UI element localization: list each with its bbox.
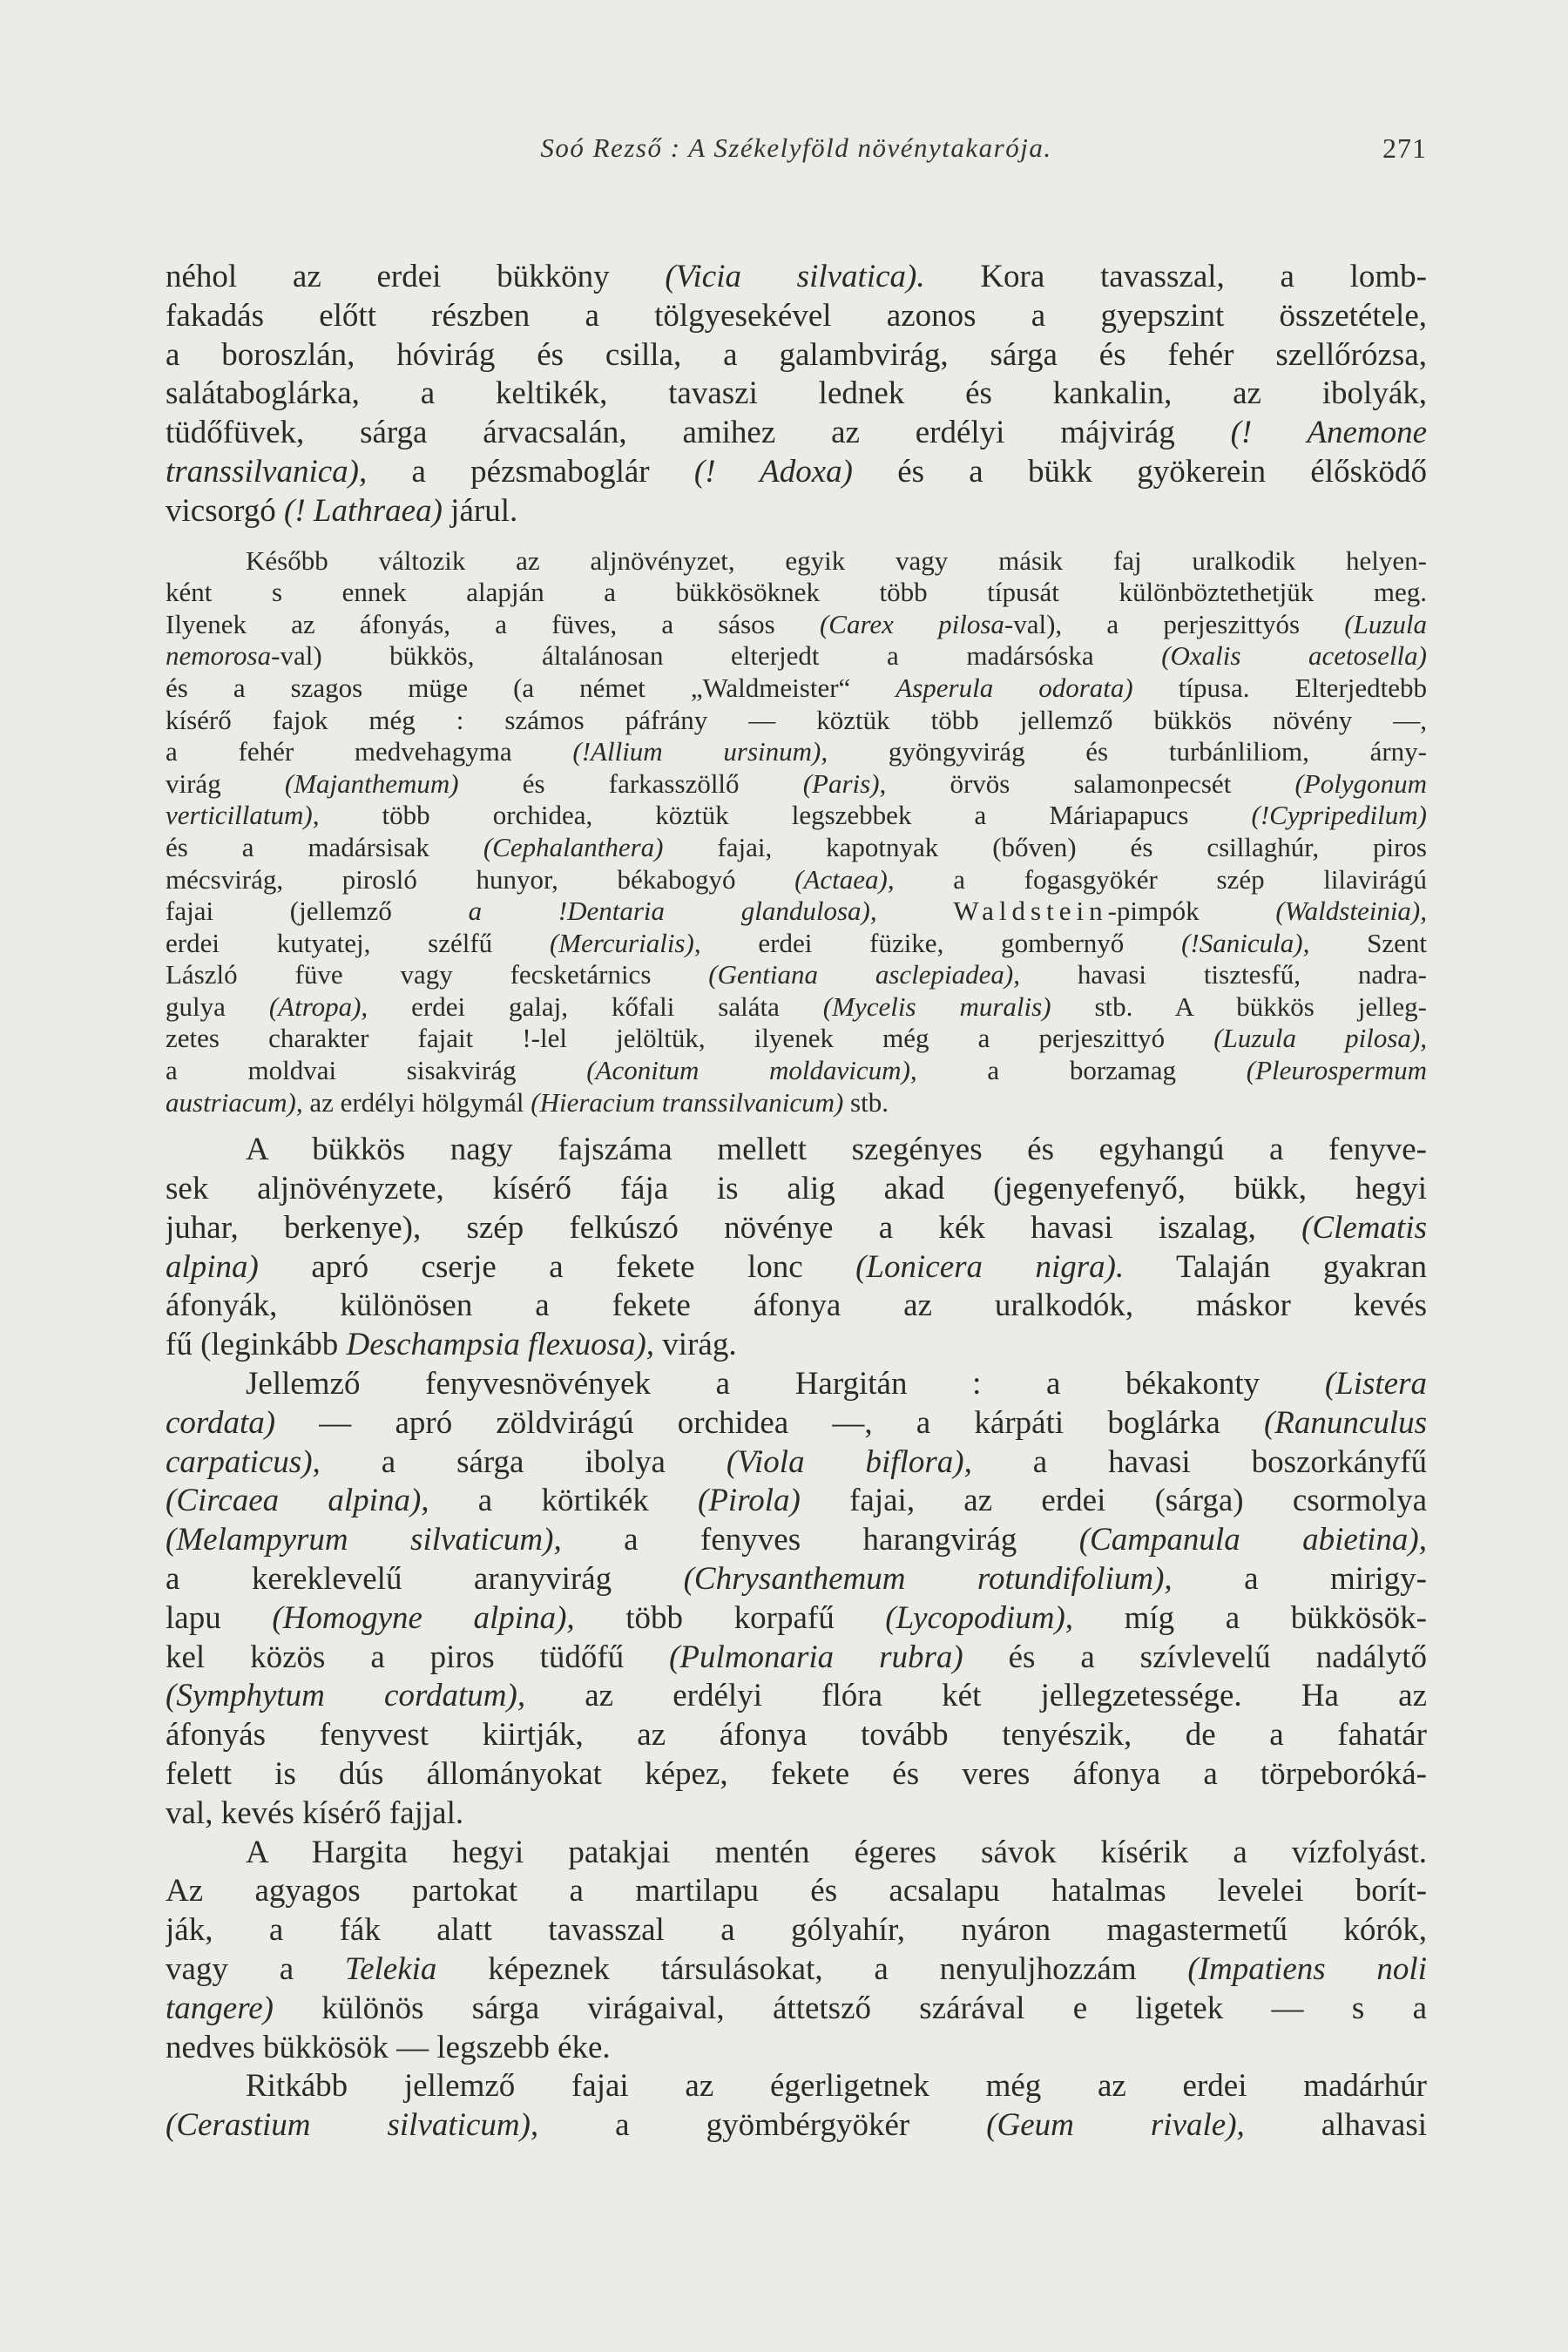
text-run: felett is dús állományokat képez, fekete és veres áfonya a törpeboróká-: [166, 1756, 1427, 1793]
text-run: (Ranunculus: [1263, 1404, 1427, 1441]
text-run: [877, 896, 954, 926]
text-run: az erdélyi hölgymál: [302, 1086, 531, 1118]
text-run: a kereklevelű aranyvirág: [166, 1561, 684, 1598]
text-run: vagy a: [166, 1951, 345, 1987]
text-run: (Polygonum: [1294, 767, 1427, 799]
text-run: (Mycelis muralis): [822, 990, 1051, 1022]
text-run: és a bükk gyökerein élősködő: [852, 453, 1427, 490]
text-line: [166, 1794, 1427, 1834]
text-run: val, kevés kísérő fajjal.: [166, 1794, 464, 1831]
text-run: vicsorgó: [166, 492, 285, 529]
text-line: [166, 1087, 1427, 1119]
text-run: (Mercurialis),: [549, 927, 701, 958]
text-run: sek aljnövényzete, kísérő fája is alig akad (jegenyefenyő, bükk, hegyi: [166, 1171, 1427, 1207]
text-run: -val), a perjeszittyós: [1004, 608, 1345, 639]
text-run: örvös salamonpecsét: [886, 767, 1295, 799]
text-line: [166, 1287, 1427, 1326]
text-run: (Luzula pilosa),: [1213, 1023, 1427, 1054]
text-run: több korpafű: [574, 1599, 886, 1636]
text-run: (Cephalanthera): [483, 831, 664, 862]
text-run: (Lonicera nigra).: [855, 1248, 1125, 1285]
text-run: lapu: [166, 1599, 273, 1636]
text-run: a havasi boszorkányfű: [971, 1443, 1427, 1480]
text-line: [166, 1599, 1427, 1639]
text-run: transsilvanica),: [166, 453, 368, 490]
text-run: Jellemző fenyvesnövények a Hargitán : a békakonty: [246, 1366, 1325, 1402]
text-run: a gyömbérgyökér: [538, 2107, 987, 2144]
paragraph-p5: [166, 1834, 1427, 2068]
text-line: [166, 1248, 1427, 1288]
text-run: erdei galaj, kőfali saláta: [368, 990, 823, 1022]
text-line: [166, 896, 1427, 928]
text-line: [166, 1170, 1427, 1209]
text-line: [166, 414, 1427, 453]
text-run: Asperula odorata): [896, 672, 1133, 703]
text-line: [166, 864, 1427, 896]
text-run: Ritkább jellemző fajai az égerligetnek még az erdei madárhúr: [246, 2068, 1427, 2105]
text-run: alhavasi: [1244, 2107, 1427, 2144]
text-run: (Lycopodium),: [885, 1599, 1074, 1636]
text-run: tangere): [166, 1990, 274, 2026]
text-run: gulya: [166, 990, 269, 1022]
text-run: (Gentiana asclepiadea),: [708, 959, 1020, 990]
text-run: virág: [166, 767, 285, 799]
text-line: [166, 1755, 1427, 1794]
text-line: [166, 492, 1427, 531]
text-run: (Hieracium transsilvanicum): [531, 1086, 844, 1118]
text-run: (Atropa),: [268, 990, 368, 1022]
text-line: [166, 1639, 1427, 1678]
text-run: néhol az erdei bükköny: [166, 259, 666, 294]
text-run: a sárga ibolya: [320, 1443, 727, 1480]
text-run: havasi tisztesfű, nadra-: [1019, 959, 1427, 990]
text-run: Ilyenek az áfonyás, a füves, a sásos: [166, 608, 820, 639]
text-run: carpaticus),: [166, 1443, 321, 1480]
text-run: több orchidea, köztük legszebbek a Máriapapucs: [319, 800, 1252, 831]
text-run: (Clematis: [1301, 1209, 1427, 1246]
text-run: és a szagos müge (a német „Waldmeister“: [166, 672, 896, 703]
text-run: — apró zöldvirágú orchidea —, a kárpáti boglárka: [275, 1404, 1264, 1441]
text-run: Kora tavasszal, a lomb-: [924, 259, 1427, 294]
text-run: austriacum),: [166, 1086, 303, 1118]
text-line: [166, 800, 1427, 832]
text-run: (Waldsteinia),: [1275, 896, 1427, 927]
text-run: fajai, kapotnyak (bőven) és csillaghúr, piros: [663, 831, 1427, 862]
text-run: (Actaea),: [794, 863, 895, 895]
text-run: különös sárga virágaival, áttetsző szárával e ligetek — s a: [273, 1990, 1427, 2026]
text-line: [166, 1443, 1427, 1483]
text-run: erdei kutyatej, szélfű: [166, 927, 550, 958]
text-run: és farkasszöllő: [458, 767, 803, 799]
text-run: Telekia: [344, 1951, 437, 1987]
text-run: (Pirola): [698, 1483, 801, 1519]
text-line: [166, 258, 1427, 297]
text-run: a fenyves harangvirág: [561, 1522, 1079, 1558]
text-line: [166, 297, 1427, 336]
page-header: [166, 132, 1427, 176]
text-run: (Pulmonaria rubra): [669, 1639, 963, 1675]
text-run: az erdélyi flóra két jellegzetessége. Ha az: [525, 1678, 1427, 1714]
text-line: [166, 1911, 1427, 1950]
text-run: (Geum rivale),: [986, 2107, 1245, 2144]
text-run: (!Sanicula),: [1181, 927, 1310, 958]
text-run: Később változik az aljnövényzet, egyik vagy másik faj uralkodik helyen-: [246, 544, 1427, 576]
text-run: nemorosa: [166, 640, 272, 672]
text-line: [166, 375, 1427, 414]
text-run: ként s ennek alapján a bükkösöknek több típusát különböztethetjük meg.: [166, 577, 1427, 608]
text-run: (Luzula: [1344, 608, 1427, 639]
text-run: a moldvai sisakvirág: [166, 1055, 587, 1086]
text-run: tüdőfüvek, sárga árvacsalán, amihez az erdélyi májvirág: [166, 415, 1231, 451]
text-run: -pimpók: [1107, 896, 1276, 927]
text-line: [166, 2029, 1427, 2068]
text-run: (Cerastium silvaticum),: [166, 2107, 539, 2144]
text-run: áfonyák, különösen a fekete áfonya az uralkodók, máskor kevés: [166, 1288, 1427, 1324]
text-run: fajai (jellemző: [166, 896, 469, 927]
text-run: (Viola biflora),: [726, 1443, 972, 1480]
text-run: (Oxalis acetosella): [1161, 640, 1427, 672]
text-run: (!Cypripedilum): [1251, 800, 1427, 831]
text-run: (Paris),: [802, 767, 887, 799]
text-run: kísérő fajok még : számos páfrány — köztük több jellemző bükkös növény —,: [166, 704, 1427, 735]
text-line: [166, 1404, 1427, 1443]
text-run: mécsvirág, pirosló hunyor, békabogyó: [166, 863, 795, 895]
text-run: Waldstein: [953, 896, 1108, 927]
text-run: (! Adoxa): [693, 453, 853, 490]
text-run: (!Allium ursinum),: [572, 736, 828, 767]
text-run: (Listera: [1324, 1366, 1427, 1402]
text-line: [166, 453, 1427, 492]
text-run: alpina): [166, 1248, 259, 1285]
text-run: a borzamag: [916, 1055, 1247, 1086]
text-run: áfonyás fenyvest kiirtják, az áfonya tovább tenyészik, de a fahatár: [166, 1717, 1427, 1754]
text-run: típusa. Elterjedtebb: [1132, 672, 1427, 703]
text-run: a pézsmaboglár: [367, 453, 694, 490]
text-run: erdei füzike, gombernyő: [700, 927, 1182, 958]
text-run: (Aconitum moldavicum),: [586, 1055, 917, 1086]
text-run: míg a bükkösök-: [1073, 1599, 1427, 1636]
text-run: apró cserje a fekete lonc: [258, 1248, 856, 1285]
text-run: képeznek társulásokat, a nenyuljhozzám: [436, 1951, 1188, 1987]
text-run: (Majanthemum): [284, 767, 459, 799]
text-run: és a szívlevelű nadálytő: [963, 1639, 1427, 1675]
text-run: cordata): [166, 1404, 276, 1441]
text-run: (Impatiens noli: [1187, 1951, 1427, 1987]
paragraph-p3: [166, 1131, 1427, 1365]
text-line: [166, 832, 1427, 864]
text-run: a fehér medvehagyma: [166, 736, 573, 767]
text-line: [166, 1560, 1427, 1599]
text-line: [166, 577, 1427, 609]
text-line: [166, 545, 1427, 578]
text-run: Szent: [1309, 927, 1427, 958]
text-run: és a madársisak: [166, 831, 483, 862]
text-line: [166, 768, 1427, 801]
text-line: [166, 1326, 1427, 1365]
text-line: [166, 1990, 1427, 2029]
text-run: (Melampyrum silvaticum),: [166, 1522, 562, 1558]
body-text: [166, 258, 1427, 2146]
text-run: A Hargita hegyi patakjai mentén égeres sávok kísérik a vízfolyást.: [246, 1834, 1427, 1870]
text-run: járul.: [442, 492, 518, 529]
paragraph-p4: [166, 1365, 1427, 1834]
text-run: a fogasgyökér szép lilavirágú: [894, 863, 1427, 895]
text-line: [166, 1055, 1427, 1087]
text-run: virág.: [654, 1327, 737, 1363]
text-line: [166, 1365, 1427, 1404]
text-run: (Campanula abietina),: [1078, 1522, 1427, 1558]
text-run: Deschampsia flexuosa),: [346, 1327, 655, 1363]
text-line: [166, 609, 1427, 641]
text-run: kel közös a piros tüdőfű: [166, 1639, 670, 1675]
text-line: [166, 1950, 1427, 1990]
text-line: [166, 991, 1427, 1024]
running-head: Soó Rezső : A Székelyföld növénytakarója.: [540, 132, 1052, 163]
text-line: [166, 736, 1427, 768]
text-run: a !Dentaria glandulosa),: [468, 896, 877, 927]
text-run: A bükkös nagy fajszáma mellett szegényes és egyhangú a fenyve-: [246, 1132, 1427, 1168]
paragraph-p1: [166, 258, 1427, 531]
text-line: [166, 959, 1427, 991]
text-run: a boroszlán, hóvirág és csilla, a galambvirág, sárga és fehér szellőrózsa,: [166, 336, 1427, 373]
text-run: stb. A bükkös jelleg-: [1051, 990, 1427, 1022]
text-line: [166, 928, 1427, 960]
text-line: [166, 2106, 1427, 2146]
text-run: (Circaea alpina),: [166, 1483, 429, 1519]
text-run: juhar, berkenye), szép felkúszó növénye a kék havasi iszalag,: [166, 1209, 1302, 1246]
text-run: fakadás előtt részben a tölgyesekével azonos a gyepszint összetétele,: [166, 297, 1427, 334]
paragraph-p6: [166, 2067, 1427, 2146]
text-line: [166, 1131, 1427, 1170]
text-run: gyöngyvirág és turbánliliom, árny-: [828, 736, 1427, 767]
text-line: [166, 336, 1427, 375]
page-number: 271: [1382, 132, 1427, 164]
text-run: ják, a fák alatt tavasszal a gólyahír, nyáron magastermetű kórók,: [166, 1912, 1427, 1949]
text-run: stb.: [843, 1086, 889, 1118]
paragraph-p2: [166, 545, 1427, 1119]
text-run: -val) bükkös, általánosan elterjedt a madársóska: [271, 640, 1162, 672]
text-line: [166, 1716, 1427, 1755]
text-run: Talaján gyakran: [1124, 1248, 1427, 1285]
text-run: (Homogyne alpina),: [272, 1599, 575, 1636]
text-run: (! Anemone: [1230, 415, 1427, 451]
text-line: [166, 1872, 1427, 1911]
text-run: (Carex pilosa: [819, 608, 1004, 639]
text-line: [166, 1023, 1427, 1055]
text-line: [166, 1834, 1427, 1873]
text-run: a mirigy-: [1172, 1561, 1427, 1598]
text-run: (Vicia silvatica).: [665, 259, 925, 294]
text-line: [166, 705, 1427, 737]
text-run: zetes charakter fajait !-lel jelöltük, ilyenek még a perjeszittyó: [166, 1023, 1214, 1054]
text-run: fű (leginkább: [166, 1327, 347, 1363]
text-run: László füve vagy fecsketárnics: [166, 959, 709, 990]
text-run: verticillatum),: [166, 800, 320, 831]
text-run: (Chrysanthemum rotundifolium),: [683, 1561, 1173, 1598]
text-line: [166, 1521, 1427, 1560]
text-run: (Symphytum cordatum),: [166, 1678, 526, 1714]
text-run: (! Lathraea): [284, 492, 443, 529]
text-run: nedves bükkösök — legszebb éke.: [166, 2029, 611, 2065]
text-line: [166, 1677, 1427, 1716]
text-line: [166, 1209, 1427, 1248]
text-run: a körtikék: [429, 1483, 698, 1519]
text-run: salátaboglárka, a keltikék, tavaszi lednek és kankalin, az ibolyák,: [166, 375, 1427, 412]
text-line: [166, 640, 1427, 672]
text-run: (Pleurospermum: [1246, 1055, 1427, 1086]
text-line: [166, 672, 1427, 705]
text-run: Az agyagos partokat a martilapu és acsalapu hatalmas levelei borít-: [166, 1873, 1427, 1909]
text-line: [166, 1482, 1427, 1521]
text-run: fajai, az erdei (sárga) csormolya: [800, 1483, 1427, 1519]
text-line: [166, 2067, 1427, 2106]
